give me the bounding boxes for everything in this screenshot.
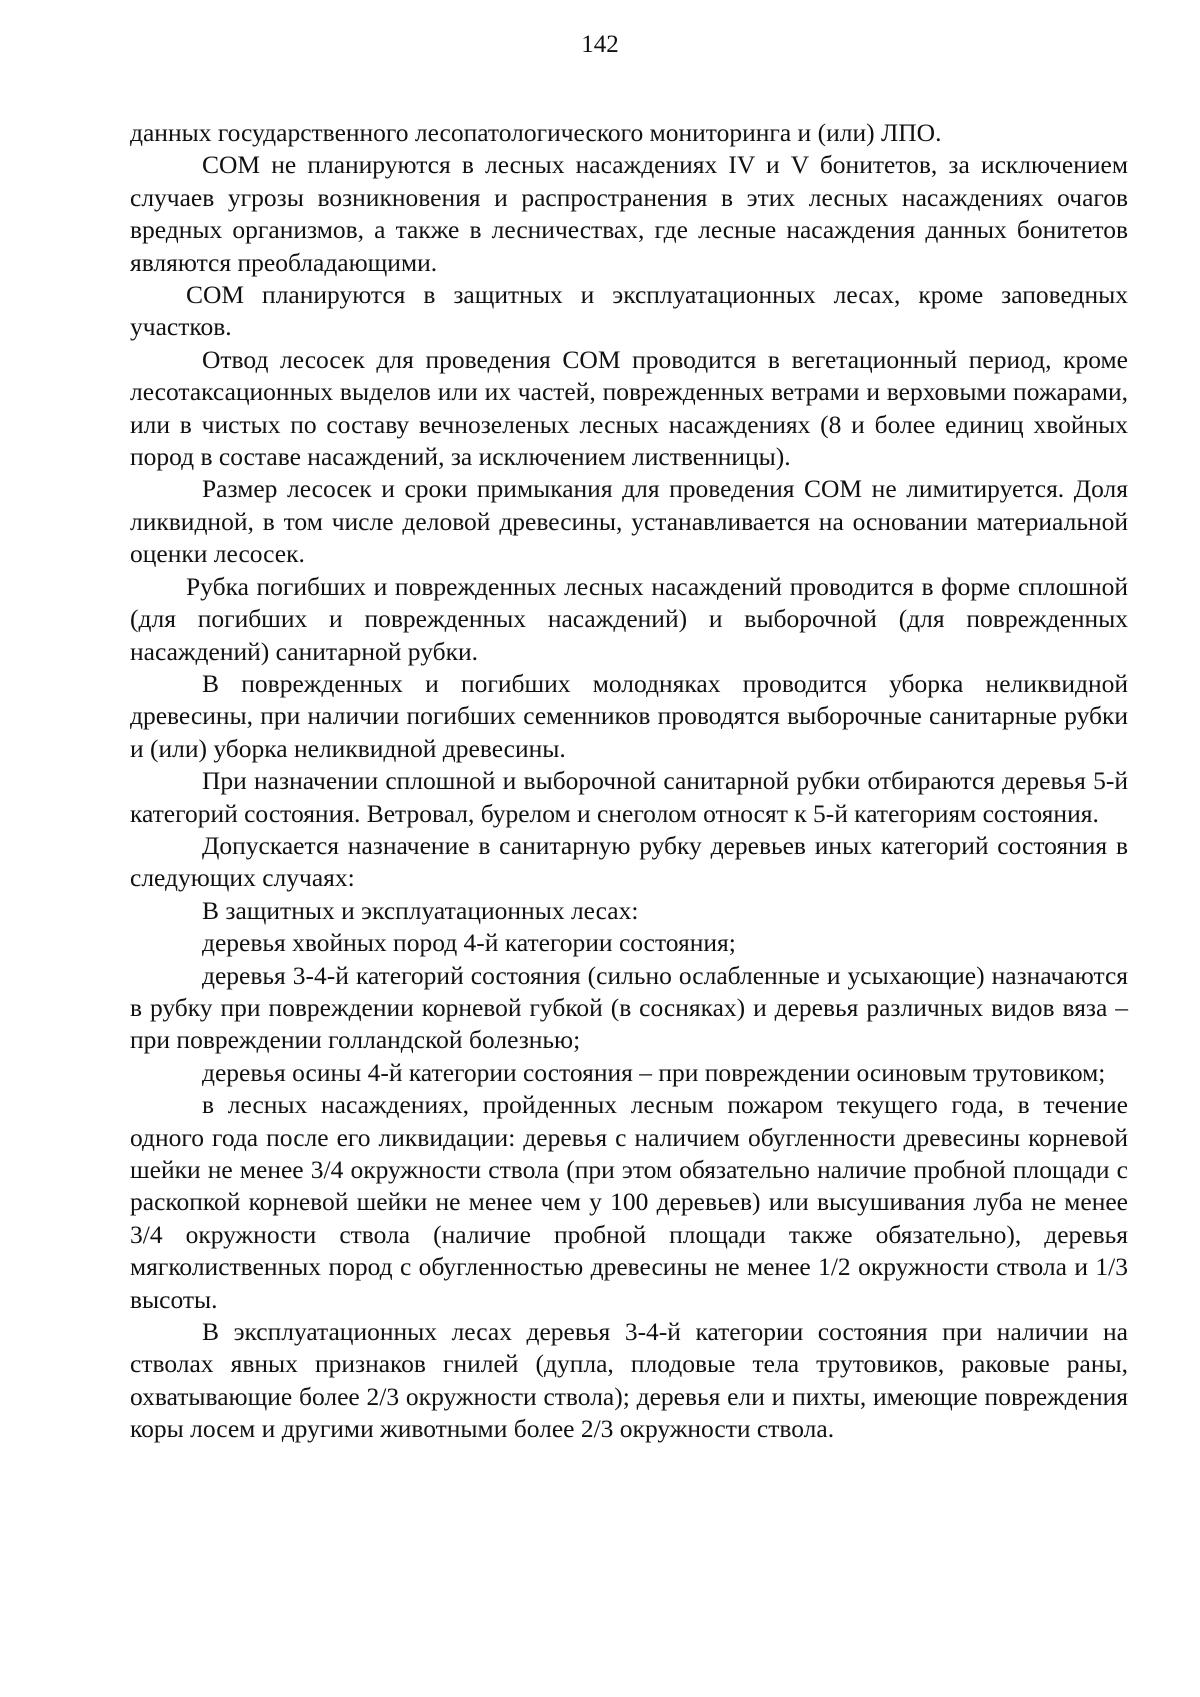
paragraph-5: Размер лесосек и сроки примыкания для проведения СОМ не лимитируется. Доля ликвидной, в том числе деловой древесины, устанавливается на основании материальной оценки лесосек. xyxy=(130,474,1128,569)
paragraph-11: деревья хвойных пород 4-й категории состояния; xyxy=(202,928,736,958)
paragraph-15: В эксплуатационных лесах деревья 3-4-й категории состояния при наличии на стволах явных признаков гнилей (дупла, плодовые тела трутовиков, раковые раны, охватывающие более 2/3 окружности ствола); деревья ели и пихты, имеющие повреждения коры лосем и другими животными более 2/3 окружности ствола. xyxy=(130,1317,1128,1444)
paragraph-7: В поврежденных и погибших молодняках проводится уборка неликвидной древесины, при наличии погибших семенников проводятся выборочные санитарные рубки и (или) уборка неликвидной древесины. xyxy=(130,668,1128,763)
paragraph-2: СОМ не планируются в лесных насаждениях IV и V бонитетов, за исключением случаев угрозы возникновения и распространения в этих лесных насаждениях очагов вредных организмов, а также в лесничествах, где лесные насаждения данных бонитетов являются преобладающими. xyxy=(130,150,1128,277)
paragraph-6: Рубка погибших и поврежденных лесных насаждений проводится в форме сплошной (для погибших и поврежденных насаждений) и выборочной (для поврежденных насаждений) санитарной рубки. xyxy=(130,571,1128,666)
paragraph-8: При назначении сплошной и выборочной санитарной рубки отбираются деревья 5-й категорий состояния. Ветровал, бурелом и снеголом относят к 5-й категориям состояния. xyxy=(130,766,1128,828)
paragraph-4: Отвод лесосек для проведения СОМ проводится в вегетационный период, кроме лесотаксационных выделов или их частей, поврежденных ветрами и верховыми пожарами, или в чистых по составу вечнозеленых лесных насаждениях (8 и более единиц хвойных пород в составе насаждений, за исключением лиственницы). xyxy=(130,344,1128,472)
paragraph-12: деревья 3-4-й категорий состояния (сильно ослабленные и усыхающие) назначаются в рубку при повреждении корневой губкой (в сосняках) и деревья различных видов вяза – при повреждении голландской болезнью; xyxy=(130,960,1128,1055)
paragraph-10: В защитных и эксплуатационных лесах: xyxy=(202,895,639,925)
paragraph-9: Допускается назначение в санитарную рубку деревьев иных категорий состояния в следующих случаях: xyxy=(130,830,1128,893)
document-body xyxy=(130,117,1128,1446)
paragraph-14: в лесных насаждениях, пройденных лесным пожаром текущего года, в течение одного года после его ликвидации: деревья с наличием обугленности древесины корневой шейки не менее 3/4 окружности ствола (при этом обязательно наличие пробной площади с раскопкой корневой шейки не менее чем у 100 деревьев) или высушивания луба не менее 3/4 окружности ствола (наличие пробной площади также обязательно), деревья мягколиственных пород с обугленностью древесины не менее 1/2 окружности ствола и 1/3 высоты. xyxy=(130,1090,1128,1314)
paragraph-3: СОМ планируются в защитных и эксплуатационных лесах, кроме заповедных участков. xyxy=(130,280,1128,342)
paragraph-13: деревья осины 4-й категории состояния – при повреждении осиновым трутовиком; xyxy=(202,1057,1106,1087)
page-number: 142 xyxy=(581,31,619,58)
paragraph-1: данных государственного лесопатологического мониторинга и (или) ЛПО. xyxy=(130,118,942,147)
